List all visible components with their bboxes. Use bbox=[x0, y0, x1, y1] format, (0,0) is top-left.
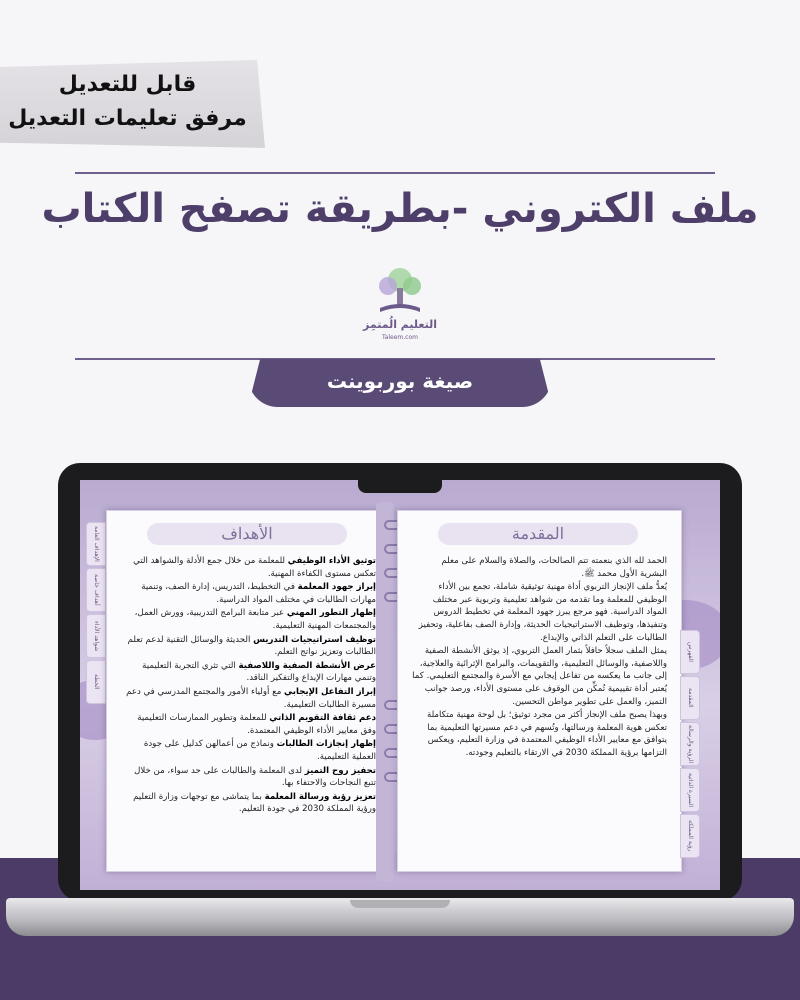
tab-right-2[interactable]: الرؤية والرسالة bbox=[680, 722, 700, 766]
goal-item: توثيق الأداء الوظيفي للمعلمة من خلال جمع الأدلة والشواهد التي تعكس مستوى الكفاءة المهنية. bbox=[133, 556, 376, 579]
logo bbox=[355, 266, 445, 356]
tree-logo-icon bbox=[370, 266, 430, 316]
goal-item: دعم ثقافة التقويم الذاتي للمعلمة وتطوير الممارسات التعليمية وفق معايير الأداء الوظيفي المعتمدة. bbox=[137, 713, 376, 736]
intro-paragraph: يُعدُّ ملف الإنجاز التربوي أداة مهنية توثيقية شاملة، تجمع بين الأداء الوظيفي للمعلمة وما تقدمه من شواهد تعليمية وتربوية عبر مختلف المواد الدراسية. فهو مرجع يبرز جهود المعلمة في تخطيط الدروس وتنفيذها، وتوظيف الاستراتيجيات الحديثة، وإدارة الصف بفاعلية، وتحفيز الطالبات على التعلم الذاتي والإبداع. bbox=[418, 582, 667, 643]
right-side-tabs bbox=[680, 630, 704, 860]
left-page bbox=[106, 510, 391, 872]
ribbon-line-1: قابل للتعديل bbox=[58, 72, 197, 97]
tab-right-3[interactable]: السيرة الذاتية bbox=[680, 768, 700, 812]
left-page-body bbox=[121, 555, 376, 817]
goal-item: تحفيز روح التميز لدى المعلمة والطالبات على حد سواء، من خلال تتبع النجاحات والاحتفاء بها. bbox=[134, 765, 376, 789]
intro-paragraph: الحمد لله الذي بنعمته تتم الصالحات، والصلاة والسلام على معلم البشرية الأول محمد ﷺ. bbox=[441, 556, 667, 579]
left-page-header: الأهداف bbox=[147, 523, 347, 545]
tab-right-4[interactable]: رؤية المملكة bbox=[680, 814, 700, 858]
logo-name: التعليم الُمتمِز bbox=[362, 318, 438, 331]
tab-right-1[interactable]: المقدمة bbox=[680, 676, 700, 720]
intro-paragraph: يمثل الملف سجلاً حافلاً بثمار العمل التربوي، إذ يوثق الأنشطة الصفية واللاصفية، والوسائل التعليمية، والتقويمات، والبرامج الإثرائية والعلاجية، إلى جانب ما يعكسه من تفاعل إيجابي مع الأسرة والمجتمع التعليمي. كما يُعتبر أداة تقييمية تُمكِّن من الوقوف على مستوى الأداء، ورصد جوانب التميز، والعمل على تطوير مواطن التحسين. bbox=[412, 646, 667, 707]
goal-item: إبراز التفاعل الإيجابي مع أولياء الأمور والمجتمع المدرسي في دعم مسيرة الطالبات التعليمية. bbox=[126, 686, 376, 710]
right-page-header: المقدمة bbox=[438, 523, 638, 545]
right-page-body bbox=[412, 555, 667, 761]
ribbon-line-2: مرفق تعليمات التعديل bbox=[8, 106, 247, 131]
goal-item: إبراز جهود المعلمة في التخطيط، التدريس، إدارة الصف، وتنمية مهارات الطالبات في مختلف المواد الدراسية. bbox=[141, 582, 376, 605]
goal-item: توظيف استراتيجيات التدريس الحديثة والوسائل التقنية لدعم تعلم الطالبات وتعزيز نواتج التعلم. bbox=[127, 634, 376, 658]
left-side-tabs bbox=[86, 522, 108, 706]
tab-left-0[interactable]: الإهداف العامة bbox=[86, 522, 106, 566]
laptop-base-notch bbox=[350, 900, 450, 908]
format-label: صيغة بوربوينت bbox=[326, 369, 474, 393]
goal-item: إظهار إنجازات الطالبات ونماذج من أعمالهن كدليل على جودة العملية التعليمية. bbox=[143, 739, 376, 762]
page-title: ملف الكتروني -بطريقة تصفح الكتاب bbox=[41, 186, 759, 232]
goal-item: عرض الأنشطة الصفية واللاصفية التي تثري التجربة التعليمية وتنمي مهارات الإبداع والتفكير الناقد. bbox=[142, 660, 376, 684]
goal-item: إظهار التطور المهني عبر متابعة البرامج التدريبية، وورش العمل، والمجتمعات المهنية التعليمية. bbox=[134, 608, 376, 631]
camera-notch bbox=[358, 475, 442, 493]
tab-left-2[interactable]: شواهد الأداء bbox=[86, 614, 106, 658]
laptop-screen bbox=[80, 480, 720, 890]
tab-left-3[interactable]: الخطة bbox=[86, 660, 106, 704]
goal-item: تعزيز رؤية ورسالة المعلمة بما يتماشى مع توجهات وزارة التعليم ورؤية المملكة 2030 في جودة التعليم. bbox=[133, 791, 376, 815]
intro-paragraph: وبهذا يصبح ملف الإنجاز أكثر من مجرد توثيق؛ بل لوحة مهنية متكاملة تعكس هوية المعلمة ورسالتها، وتُسهم في دعم مسيرتها التعليمية بما يتوافق مع معايير الأداء الوظيفي المعتمدة في وزارة التعليم، ويعكس التزامها برؤية المملكة 2030 في الارتقاء بالتعليم وجودته. bbox=[426, 710, 667, 758]
ribbon-text bbox=[0, 68, 255, 136]
tab-left-1[interactable]: أهداف خاصة bbox=[86, 568, 106, 612]
tab-right-0[interactable]: الفهرس bbox=[680, 630, 700, 674]
logo-domain: Taleem.com bbox=[382, 334, 418, 341]
divider-top bbox=[75, 172, 715, 174]
right-page bbox=[397, 510, 682, 872]
